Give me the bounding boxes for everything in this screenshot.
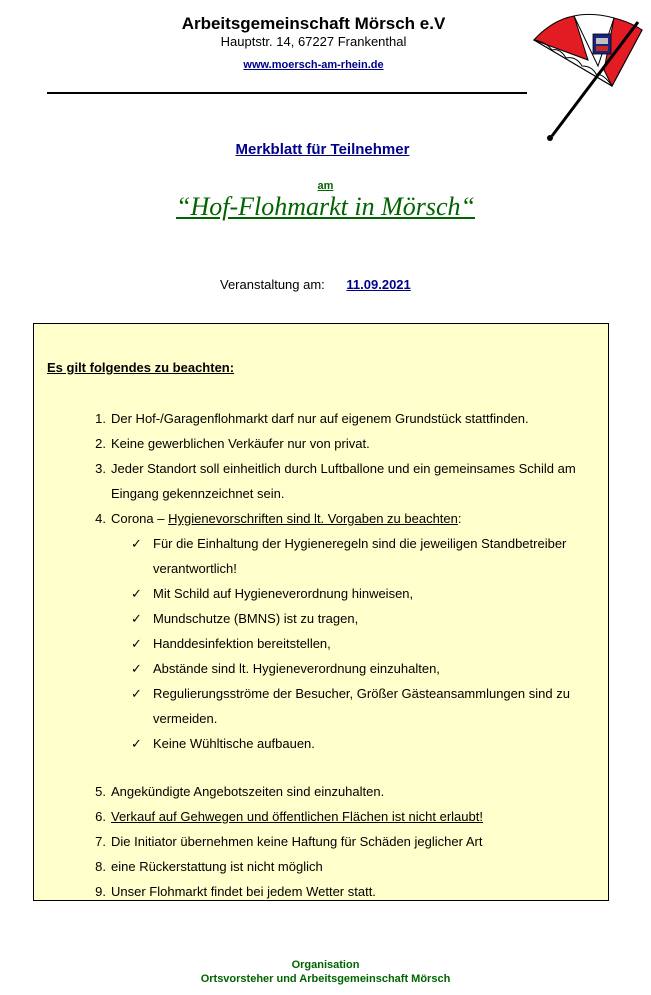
rule-text: Der Hof-/Garagenflohmarkt darf nur auf eigenem Grundstück stattfinden. [111, 411, 529, 426]
sub-list-item [34, 631, 608, 656]
checkmark-icon: ✓ [131, 661, 142, 676]
sub-item-text: Mit Schild auf Hygieneverordnung hinweisen, [153, 586, 414, 601]
notice-heading: Es gilt folgendes zu beachten: [47, 360, 235, 375]
sub-item-text: Mundschutze (BMNS) ist zu tragen, [153, 611, 359, 626]
org-address: Hauptstr. 14, 67227 Frankenthal [220, 34, 407, 49]
rule-number: 3. [95, 461, 106, 476]
rule-text: Die Initiator übernehmen keine Haftung für Schäden jeglicher Art [111, 834, 483, 849]
list-item [34, 779, 608, 804]
rule-text: Jeder Standort soll einheitlich durch Luftballone und ein gemeinsames Schild am Eingang gekennzeichnet sein. [111, 461, 576, 501]
notice-box [33, 323, 609, 901]
list-item [34, 854, 608, 879]
sub-list-item [34, 606, 608, 631]
sub-list-item [34, 731, 608, 756]
event-am-label: am [317, 180, 334, 192]
rule-prefix: Corona – [111, 511, 169, 526]
footer-organisation-label: Organisation [291, 959, 360, 971]
sub-list-item [34, 681, 608, 731]
rule-number: 8. [95, 859, 106, 874]
rule-text: Unser Flohmarkt findet bei jedem Wetter statt. [111, 884, 376, 899]
rule-number: 1. [95, 411, 106, 426]
list-item [34, 456, 608, 506]
rule-suffix: : [457, 511, 462, 526]
sub-item-text: Regulierungsströme der Besucher, Größer Gästeansammlungen sind zu vermeiden. [153, 686, 570, 726]
rule-number: 5. [95, 784, 106, 799]
rule-text: Angekündigte Angebotszeiten sind einzuhalten. [111, 784, 385, 799]
list-spacer [34, 756, 608, 779]
event-name: “Hof-Flohmarkt in Mörsch“ [176, 192, 475, 221]
sub-item-text: Für die Einhaltung der Hygieneregeln sind die jeweiligen Standbetreiber verantwortlich! [153, 536, 567, 576]
hygiene-sub-list [34, 531, 608, 756]
event-date-label: Veranstaltung am: [220, 277, 325, 292]
sub-item-text: Keine Wühltische aufbauen. [153, 736, 315, 751]
checkmark-icon: ✓ [131, 586, 142, 601]
list-item [34, 829, 608, 854]
sheet-title: Merkblatt für Teilnehmer [235, 141, 410, 158]
rule-text: Verkauf auf Gehwegen und öffentlichen Flächen ist nicht erlaubt! [111, 809, 483, 824]
list-item [34, 406, 608, 431]
rule-number: 6. [95, 809, 106, 824]
rule-text: Keine gewerblichen Verkäufer nur von privat. [111, 436, 370, 451]
checkmark-icon: ✓ [131, 536, 142, 551]
rule-text: eine Rückerstattung ist nicht möglich [111, 859, 323, 874]
hygiene-rules-link[interactable]: Hygienevorschriften sind lt. Vorgaben zu beachten [168, 511, 458, 526]
checkmark-icon: ✓ [131, 636, 142, 651]
checkmark-icon: ✓ [131, 611, 142, 626]
website-link[interactable]: www.moersch-am-rhein.de [243, 59, 384, 71]
event-date-value: 11.09.2021 [346, 277, 411, 292]
rule-number: 4. [95, 511, 106, 526]
rules-list [34, 406, 608, 904]
sub-item-text: Handdesinfektion bereitstellen, [153, 636, 331, 651]
rule-number: 2. [95, 436, 106, 451]
sub-list-item [34, 581, 608, 606]
sub-list-item [34, 531, 608, 581]
list-item [34, 506, 608, 531]
list-item [34, 879, 608, 904]
org-name: Arbeitsgemeinschaft Mörsch e.V [181, 14, 446, 33]
umbrella-logo-icon [530, 8, 650, 143]
list-item [34, 431, 608, 456]
checkmark-icon: ✓ [131, 686, 142, 701]
footer-organisers: Ortsvorsteher und Arbeitsgemeinschaft Mörsch [200, 973, 451, 985]
rule-number: 7. [95, 834, 106, 849]
footer [0, 958, 651, 986]
checkmark-icon: ✓ [131, 736, 142, 751]
sub-list-item [34, 656, 608, 681]
sub-item-text: Abstände sind lt. Hygieneverordnung einzuhalten, [153, 661, 440, 676]
event-date-row [220, 277, 411, 292]
list-item [34, 804, 608, 829]
rule-number: 9. [95, 884, 106, 899]
header-divider [47, 92, 527, 94]
